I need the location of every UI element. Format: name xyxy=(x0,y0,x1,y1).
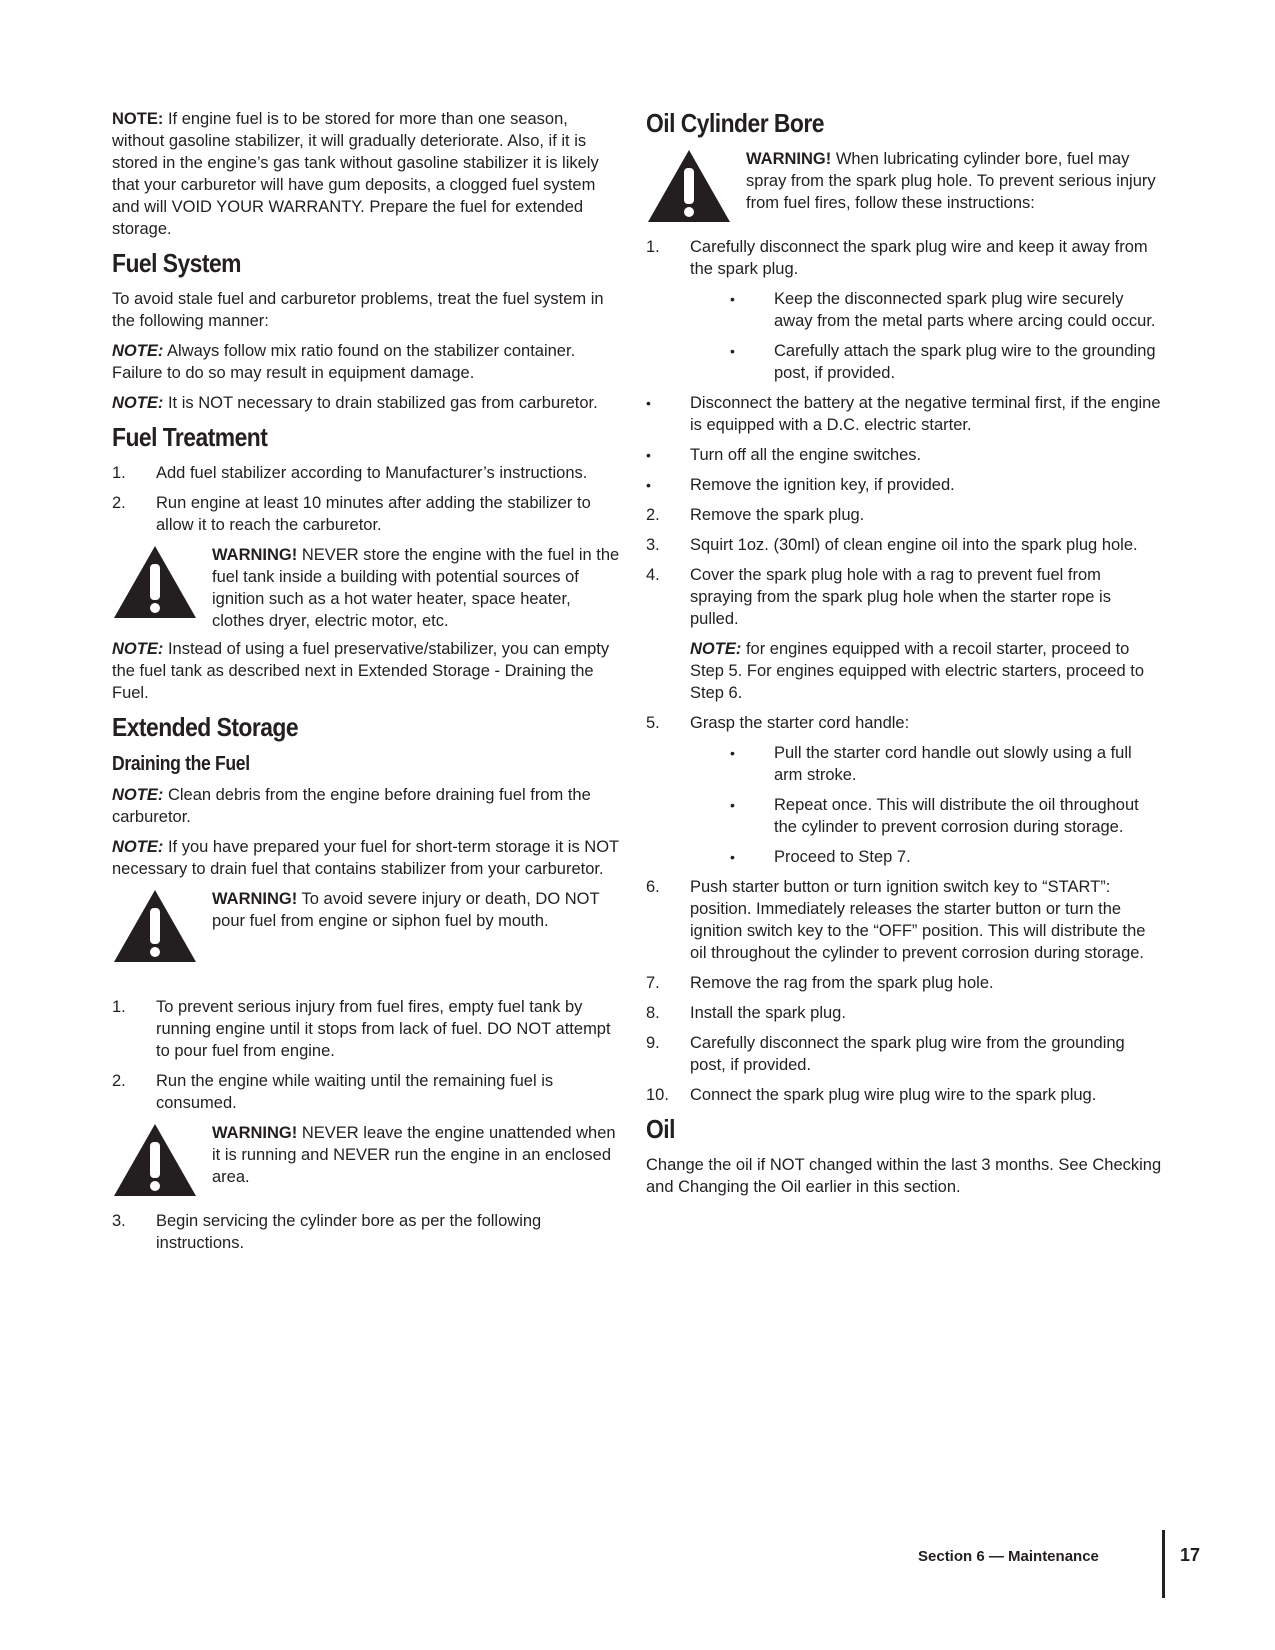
note-paragraph: NOTE: If you have prepared your fuel for short-term storage it is NOT necessary to drain fuel that contains stabilizer from your carburetor. xyxy=(112,838,619,878)
warning-block: WARNING! NEVER leave the engine unattended when it is running and NEVER run the engine in an enclosed area. xyxy=(112,1122,624,1204)
fuel-treatment-heading: Fuel Treatment xyxy=(112,422,268,452)
left-column xyxy=(112,108,624,1262)
note-paragraph: NOTE: It is NOT necessary to drain stabilized gas from carburetor. xyxy=(112,394,598,412)
bullet-item: • Turn off all the engine switches. xyxy=(646,446,922,464)
list-item: 3. Squirt 1oz. (30ml) of clean engine oil into the spark plug hole. xyxy=(646,536,1138,554)
list-item: 2. Run the engine while waiting until the remaining fuel is consumed. xyxy=(112,1072,554,1112)
sub-bullet: • Keep the disconnected spark plug wire securely away from the metal parts where arcing could occur. xyxy=(730,290,1156,330)
oil-cylinder-bore-heading: Oil Cylinder Bore xyxy=(646,108,824,138)
fuel-system-intro: To avoid stale fuel and carburetor problems, treat the fuel system in the following manner: xyxy=(112,290,604,330)
list-item: 1. Add fuel stabilizer according to Manufacturer’s instructions. xyxy=(112,464,588,482)
note-paragraph: NOTE: Always follow mix ratio found on the stabilizer container. Failure to do so may result in equipment damage. xyxy=(112,342,576,382)
bullet-item: • Remove the ignition key, if provided. xyxy=(646,476,955,494)
warning-icon xyxy=(112,544,212,632)
oil-paragraph: Change the oil if NOT changed within the last 3 months. See Checking and Changing the Oil earlier in this section. xyxy=(646,1156,1162,1196)
sub-bullet: • Pull the starter cord handle out slowly using a full arm stroke. xyxy=(730,744,1132,784)
warning-icon xyxy=(112,888,212,970)
footer-divider xyxy=(1162,1530,1165,1598)
list-item: 2. Remove the spark plug. xyxy=(646,506,865,524)
warning-block: WARNING! When lubricating cylinder bore, fuel may spray from the spark plug hole. To prevent serious injury from fuel fires, follow these instructions: xyxy=(646,148,1164,230)
sub-bullet: • Proceed to Step 7. xyxy=(730,848,911,866)
right-column xyxy=(646,108,1164,1206)
extended-storage-heading: Extended Storage xyxy=(112,712,299,742)
page-number: 17 xyxy=(1180,1545,1201,1565)
fuel-system-heading: Fuel System xyxy=(112,248,241,278)
list-item: 1. To prevent serious injury from fuel fires, empty fuel tank by running engine until it stops from lack of fuel. DO NOT attempt to pour fuel from engine. xyxy=(112,998,611,1060)
draining-fuel-heading: Draining the Fuel xyxy=(112,753,250,775)
note-paragraph: NOTE: Instead of using a fuel preservative/stabilizer, you can empty the fuel tank as described next in Extended Storage - Draining the Fuel. xyxy=(112,640,610,702)
section-title: Section 6 — Maintenance xyxy=(918,1548,1099,1565)
list-item: 2. Run engine at least 10 minutes after adding the stabilizer to allow it to reach the carburetor. xyxy=(112,494,591,534)
warning-icon xyxy=(112,1122,212,1204)
list-item: 7. Remove the rag from the spark plug hole. xyxy=(646,974,994,992)
warning-block: WARNING! NEVER store the engine with the fuel in the fuel tank inside a building with potential sources of ignition such as a hot water heater, space heater, clothes dryer, electric motor, etc. xyxy=(112,544,624,632)
note-paragraph: NOTE: for engines equipped with a recoil starter, proceed to Step 5. For engines equipped with electric starters, proceed to Step 6. xyxy=(690,640,1144,702)
warning-icon xyxy=(646,148,746,230)
warning-block: WARNING! To avoid severe injury or death, DO NOT pour fuel from engine or siphon fuel by mouth. xyxy=(112,888,624,970)
list-item: 4. Cover the spark plug hole with a rag to prevent fuel from spraying from the spark plug hole when the starter rope is pulled. xyxy=(646,566,1111,628)
list-item: 1. Carefully disconnect the spark plug wire and keep it away from the spark plug. xyxy=(646,238,1148,278)
list-item: 5. Grasp the starter cord handle: xyxy=(646,714,910,732)
note-paragraph: NOTE: If engine fuel is to be stored for more than one season, without gasoline stabilizer, it will gradually deteriorate. Also, if it is stored in the engine’s gas tank without gasoline stabilizer it is likely that your carburetor will have gum deposits, a clogged fuel system and will VOID YOUR WARRANTY. Prepare the fuel for extended storage. xyxy=(112,110,599,238)
sub-bullet: • Carefully attach the spark plug wire to the grounding post, if provided. xyxy=(730,342,1156,382)
sub-bullet: • Repeat once. This will distribute the oil throughout the cylinder to prevent corrosion during storage. xyxy=(730,796,1139,836)
list-item: 6. Push starter button or turn ignition switch key to “START”: position. Immediately releases the starter button or turn the ignition switch key to the “OFF” position. This will distribute the oil throughout the cylinder to prevent corrosion during storage. xyxy=(646,878,1146,962)
oil-heading: Oil xyxy=(646,1114,675,1144)
note-paragraph: NOTE: Clean debris from the engine before draining fuel from the carburetor. xyxy=(112,786,591,826)
list-item: 10. Connect the spark plug wire plug wire to the spark plug. xyxy=(646,1086,1097,1104)
list-item: 9. Carefully disconnect the spark plug wire from the grounding post, if provided. xyxy=(646,1034,1125,1074)
bullet-item: • Disconnect the battery at the negative terminal first, if the engine is equipped with a D.C. electric starter. xyxy=(646,394,1161,434)
list-item: 3. Begin servicing the cylinder bore as per the following instructions. xyxy=(112,1212,542,1252)
list-item: 8. Install the spark plug. xyxy=(646,1004,846,1022)
